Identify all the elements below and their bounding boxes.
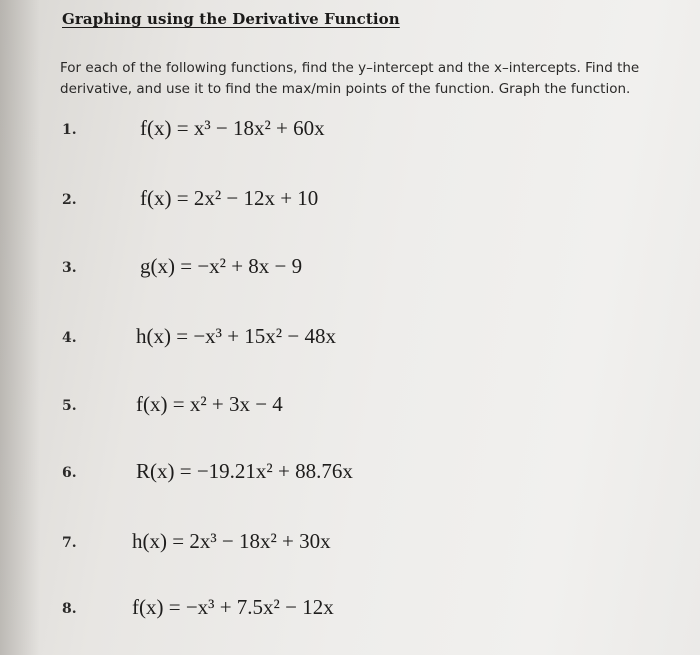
problem-7-equation: h(x) = 2x³ − 18x² + 30x <box>132 529 331 553</box>
problem-2-equation: f(x) = 2x² − 12x + 10 <box>140 186 319 210</box>
instructions <box>60 58 680 100</box>
problem-8-equation: f(x) = −x³ + 7.5x² − 12x <box>132 595 334 619</box>
problem-3-number: 3. <box>62 260 77 276</box>
problem-3-equation: g(x) = −x² + 8x − 9 <box>140 254 303 278</box>
problem-7-number: 7. <box>62 535 77 551</box>
problem-5-equation: f(x) = x² + 3x − 4 <box>136 392 283 416</box>
problem-4-equation: h(x) = −x³ + 15x² − 48x <box>136 324 336 348</box>
instructions-line-2: derivative, and use it to find the max/min points of the function. Graph the function. <box>60 81 631 97</box>
problem-1-equation: f(x) = x³ − 18x² + 60x <box>140 116 325 140</box>
problem-5-number: 5. <box>62 398 77 414</box>
page-shadow <box>0 0 40 655</box>
worksheet-title: Graphing using the Derivative Function <box>62 10 400 28</box>
problem-6-equation: R(x) = −19.21x² + 88.76x <box>136 459 353 483</box>
problem-4-number: 4. <box>62 330 77 346</box>
problem-6-number: 6. <box>62 465 77 481</box>
problem-2-number: 2. <box>62 192 77 208</box>
problem-8-number: 8. <box>62 601 77 617</box>
problem-1-number: 1. <box>62 122 77 138</box>
instructions-line-1: For each of the following functions, find the y–intercept and the x–intercepts. Find the <box>60 60 640 76</box>
